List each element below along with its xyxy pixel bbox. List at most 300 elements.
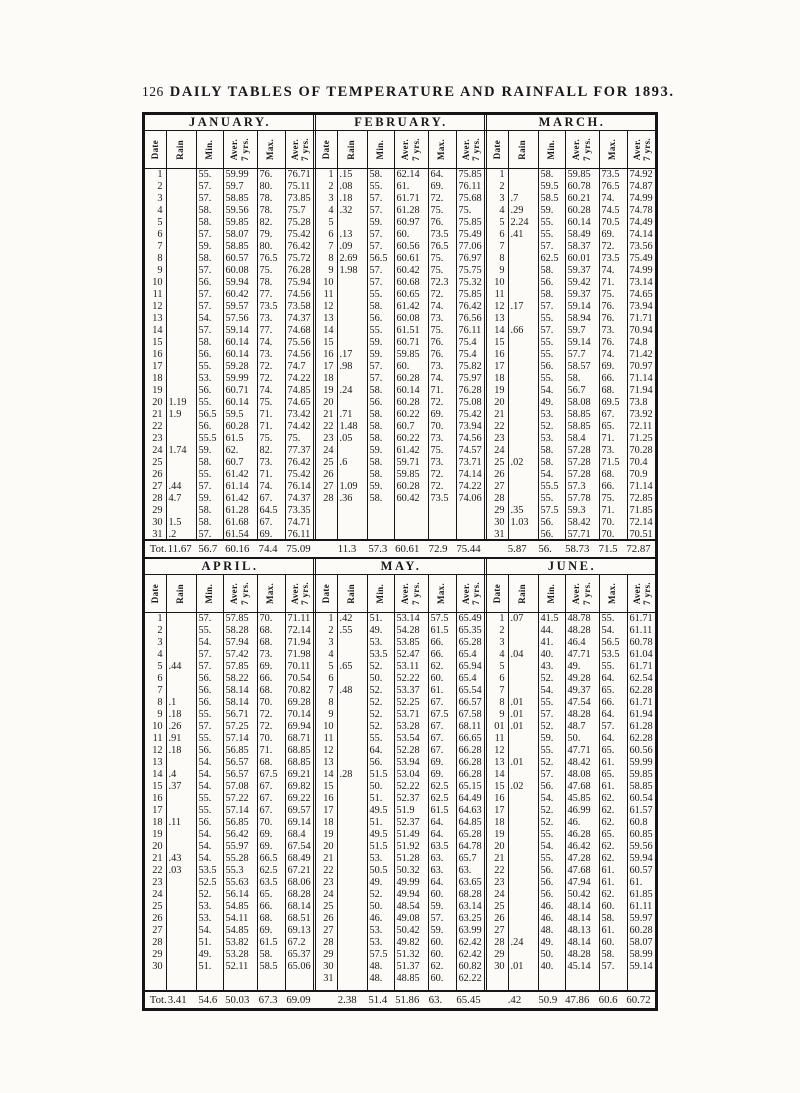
min-cell: 56. <box>196 745 223 757</box>
min-cell: 55.5 <box>538 481 565 493</box>
data-row <box>487 193 657 205</box>
months-row <box>145 115 655 539</box>
max-cell: 69. <box>257 841 285 853</box>
date-cell: 23 <box>152 877 163 888</box>
max-cell: 69. <box>257 925 285 937</box>
data-row <box>487 445 657 457</box>
max-cell: 72. <box>599 241 627 253</box>
aver-7yrs-cell: 50.32 <box>394 865 428 877</box>
date-cell: 28 <box>494 937 505 948</box>
aver-7yrs-cell: 46.28 <box>565 829 599 841</box>
rain-cell <box>508 889 538 901</box>
max-cell: 66. <box>428 637 456 649</box>
min-cell: 58. <box>367 493 394 505</box>
column-header-label: Aver. <box>400 582 411 605</box>
aver-7yrs-cell: 58.4 <box>565 433 599 445</box>
rain-cell <box>337 733 367 745</box>
min-cell: 58. <box>196 517 223 529</box>
column-header-label: Date <box>320 583 331 604</box>
max-cell: 72. <box>257 373 285 385</box>
aver-7yrs-cell: 73.94 <box>456 421 486 433</box>
column-header-label: Rain <box>175 139 186 160</box>
rain-cell <box>508 253 538 265</box>
date-cell: 31 <box>152 529 163 540</box>
max-cell: 82. <box>257 445 285 457</box>
column-header <box>367 131 394 169</box>
min-cell: 52. <box>367 889 394 901</box>
rain-cell <box>508 361 538 373</box>
aver-7yrs-cell: 71.25 <box>627 433 657 445</box>
aver-7yrs-cell: 61.71 <box>627 697 657 709</box>
max-cell: 61. <box>428 685 456 697</box>
max-cell: 65. <box>599 769 627 781</box>
max-cell: 73. <box>428 313 456 325</box>
aver-7yrs-cell: 67.54 <box>285 841 315 853</box>
column-header <box>394 575 428 613</box>
rain-cell <box>166 421 196 433</box>
rain-cell <box>337 673 367 685</box>
aver-7yrs-cell: 61.42 <box>223 469 257 481</box>
data-row <box>487 949 657 961</box>
rain-cell: .03 <box>166 865 196 877</box>
column-header-label: 7 yrs. <box>239 582 250 605</box>
max-cell: 74. <box>257 337 285 349</box>
rain-cell: .1 <box>166 697 196 709</box>
aver-7yrs-cell: 57.3 <box>565 481 599 493</box>
column-header-row <box>145 575 315 613</box>
column-header-label: 7 yrs. <box>299 582 310 605</box>
data-row <box>316 925 486 937</box>
aver-7yrs-cell: 64.63 <box>456 805 486 817</box>
aver-7yrs-cell: 60.22 <box>394 409 428 421</box>
aver-7yrs-cell: 74.71 <box>285 517 315 529</box>
date-cell: 20 <box>152 841 163 852</box>
date-cell: 12 <box>323 301 334 312</box>
date-cell: 8 <box>499 253 505 264</box>
max-cell: 71. <box>599 277 627 289</box>
aver-7yrs-cell: 60.56 <box>394 241 428 253</box>
aver-7yrs-cell: 46.42 <box>565 841 599 853</box>
month-title: JANUARY. <box>145 115 315 131</box>
min-cell: 49. <box>538 397 565 409</box>
min-cell: 56. <box>367 313 394 325</box>
aver-7yrs-cell: 61. <box>627 877 657 889</box>
min-cell: 58. <box>538 169 565 182</box>
max-cell: 73. <box>257 457 285 469</box>
column-header <box>196 575 223 613</box>
min-cell: 53. <box>538 409 565 421</box>
aver-7yrs-cell: 48.14 <box>565 913 599 925</box>
rain-cell <box>337 817 367 829</box>
aver-7yrs-cell: 59.14 <box>565 301 599 313</box>
aver-7yrs-cell: 46.99 <box>565 805 599 817</box>
aver-7yrs-cell: 48.28 <box>565 709 599 721</box>
rain-cell <box>508 733 538 745</box>
max-cell: 70. <box>599 529 627 541</box>
date-cell: 24 <box>323 445 334 456</box>
data-row <box>487 349 657 361</box>
date-cell: 7 <box>157 685 163 696</box>
rain-cell <box>337 853 367 865</box>
min-cell: 55. <box>367 181 394 193</box>
aver-7yrs-cell: 49.82 <box>394 937 428 949</box>
month-table <box>316 559 486 990</box>
aver-7yrs-cell: 74.7 <box>285 361 315 373</box>
month-table <box>316 115 486 539</box>
min-cell: 58. <box>196 505 223 517</box>
min-cell: 59. <box>196 241 223 253</box>
min-cell: 58.5 <box>538 193 565 205</box>
data-row <box>145 349 315 361</box>
month-rows <box>487 613 657 991</box>
date-cell: 29 <box>152 949 163 960</box>
max-cell: 61. <box>599 865 627 877</box>
aver-7yrs-cell: 73.56 <box>627 241 657 253</box>
aver-7yrs-cell: 69.57 <box>285 805 315 817</box>
column-header-label: 7 yrs. <box>581 582 592 605</box>
rain-cell <box>166 337 196 349</box>
date-cell: 22 <box>323 421 334 432</box>
max-cell: 63.5 <box>428 841 456 853</box>
max-cell: 58. <box>599 949 627 961</box>
data-row <box>487 805 657 817</box>
min-cell: 56. <box>538 889 565 901</box>
column-header <box>508 575 538 613</box>
date-cell: 2 <box>499 181 505 192</box>
aver-7yrs-cell: 61.71 <box>627 661 657 673</box>
aver-7yrs-cell: 61.11 <box>627 625 657 637</box>
aver-7yrs-cell: 57.14 <box>223 805 257 817</box>
aver-7yrs-cell: 59.85 <box>627 769 657 781</box>
column-header <box>257 131 285 169</box>
min-cell: 57. <box>196 481 223 493</box>
rain-cell <box>166 277 196 289</box>
rain-cell <box>166 169 196 182</box>
date-cell: 13 <box>323 313 334 324</box>
data-row <box>487 769 657 781</box>
aver-7yrs-cell: 58.07 <box>627 937 657 949</box>
max-cell: 76.5 <box>599 181 627 193</box>
aver-7yrs-cell: 65.35 <box>456 625 486 637</box>
column-header-label: Min. <box>203 139 214 160</box>
min-cell: 44. <box>538 625 565 637</box>
max-cell: 71. <box>257 469 285 481</box>
max-cell: 62.5 <box>428 781 456 793</box>
column-header-label: Max. <box>265 583 276 604</box>
max-cell: 60. <box>599 937 627 949</box>
data-row <box>316 433 486 445</box>
max-cell: 73.5 <box>428 493 456 505</box>
max-cell: 67. <box>428 733 456 745</box>
aver-7yrs-cell: 57.14 <box>223 733 257 745</box>
aver-7yrs-cell: 58.28 <box>223 625 257 637</box>
column-header-label: Date <box>149 583 160 604</box>
month-table <box>145 115 315 541</box>
column-header-label: Aver. <box>631 138 642 161</box>
max-cell: 73. <box>257 349 285 361</box>
aver-7yrs-cell: 75.4 <box>456 337 486 349</box>
month-column <box>313 559 484 990</box>
min-cell: 57. <box>196 265 223 277</box>
aver-7yrs-cell: 59.94 <box>627 853 657 865</box>
rain-cell <box>166 925 196 937</box>
date-cell: 18 <box>323 373 334 384</box>
date-cell: 13 <box>323 757 334 768</box>
min-cell: 56. <box>538 877 565 889</box>
date-cell: 16 <box>152 793 163 804</box>
column-header-label: Date <box>149 139 160 160</box>
max-cell: 74.5 <box>599 205 627 217</box>
data-row <box>316 169 486 182</box>
data-row <box>487 937 657 949</box>
aver-7yrs-cell: 61.5 <box>223 433 257 445</box>
aver-7yrs-cell: 74.56 <box>456 433 486 445</box>
aver-7yrs-cell: 70.14 <box>285 709 315 721</box>
max-cell: 75. <box>428 253 456 265</box>
month-column <box>484 115 655 539</box>
max-cell: 75. <box>428 205 456 217</box>
date-cell: 21 <box>152 853 163 864</box>
aver-7yrs-cell: 69.22 <box>285 793 315 805</box>
aver-7yrs-cell: 53.54 <box>394 733 428 745</box>
rain-cell <box>508 313 538 325</box>
min-cell: 50.5 <box>367 865 394 877</box>
min-cell: 56. <box>196 685 223 697</box>
max-cell: 65. <box>599 685 627 697</box>
max-cell: 69. <box>428 757 456 769</box>
data-row <box>145 253 315 265</box>
max-cell: 63. <box>428 865 456 877</box>
aver-7yrs-cell: 45.14 <box>565 961 599 973</box>
min-cell: 56. <box>196 817 223 829</box>
data-row <box>316 637 486 649</box>
aver-7yrs-cell: 65.54 <box>456 685 486 697</box>
aver-7yrs-cell: 75.7 <box>285 205 315 217</box>
date-cell: 19 <box>152 829 163 840</box>
data-row <box>487 673 657 685</box>
max-cell: 74. <box>599 193 627 205</box>
rain-cell <box>508 373 538 385</box>
aver-7yrs-cell: 71.98 <box>285 649 315 661</box>
column-header <box>599 131 627 169</box>
column-header <box>428 131 456 169</box>
aver-7yrs-cell: 49.37 <box>565 685 599 697</box>
rain-cell: .48 <box>337 685 367 697</box>
aver-7yrs-cell: 58.99 <box>627 949 657 961</box>
date-cell: 9 <box>157 709 163 720</box>
rain-cell <box>508 265 538 277</box>
aver-7yrs-cell: 47.94 <box>565 877 599 889</box>
max-cell: 60. <box>428 973 456 985</box>
max-cell: 76. <box>428 349 456 361</box>
aver-7yrs-cell: 75. <box>285 433 315 445</box>
aver-7yrs-cell: 60.71 <box>223 385 257 397</box>
aver-7yrs-cell: 60.14 <box>223 397 257 409</box>
rain-cell <box>166 937 196 949</box>
aver-7yrs-cell: 68.11 <box>456 721 486 733</box>
totals-value: 5.87 <box>507 543 527 555</box>
min-cell: 56. <box>367 397 394 409</box>
column-header <box>565 131 599 169</box>
min-cell: 46. <box>367 913 394 925</box>
aver-7yrs-cell: 48.7 <box>565 721 599 733</box>
totals-value: 65.45 <box>456 994 481 1006</box>
data-row <box>487 757 657 769</box>
data-row <box>145 805 315 817</box>
min-cell: 57. <box>367 277 394 289</box>
max-cell: 72. <box>428 481 456 493</box>
date-cell: 11 <box>152 733 163 744</box>
month-totals <box>145 994 315 1006</box>
rain-cell <box>166 673 196 685</box>
aver-7yrs-cell: 74.99 <box>627 265 657 277</box>
min-cell: 41. <box>538 637 565 649</box>
column-header <box>538 575 565 613</box>
aver-7yrs-cell: 58.49 <box>565 229 599 241</box>
totals-value: 60.16 <box>225 543 250 555</box>
data-row <box>487 865 657 877</box>
max-cell: 67. <box>428 745 456 757</box>
data-row <box>145 625 315 637</box>
aver-7yrs-cell: 61.14 <box>223 481 257 493</box>
date-cell: 31 <box>494 529 505 540</box>
date-cell: 24 <box>152 889 163 900</box>
rain-cell <box>166 265 196 277</box>
column-header <box>166 575 196 613</box>
aver-7yrs-cell: 75. <box>456 205 486 217</box>
aver-7yrs-cell: 73.94 <box>627 301 657 313</box>
aver-7yrs-cell: 51.92 <box>394 841 428 853</box>
min-cell: 57. <box>367 361 394 373</box>
max-cell: 71. <box>257 409 285 421</box>
totals-label: Tot. <box>149 994 167 1006</box>
date-cell: 19 <box>323 829 334 840</box>
date-cell: 8 <box>157 697 163 708</box>
data-row <box>487 925 657 937</box>
max-cell: 70. <box>599 517 627 529</box>
min-cell: 58. <box>538 265 565 277</box>
date-cell: 26 <box>152 469 163 480</box>
month-column <box>145 115 313 539</box>
max-cell: 57. <box>599 961 627 973</box>
month-totals <box>485 994 655 1006</box>
aver-7yrs-cell: 56.57 <box>223 769 257 781</box>
min-cell: 54. <box>538 469 565 481</box>
rain-cell <box>166 361 196 373</box>
column-header-label: Min. <box>374 139 385 160</box>
rain-cell: 4.7 <box>166 493 196 505</box>
rain-cell <box>508 637 538 649</box>
min-cell: 52. <box>538 721 565 733</box>
data-row <box>145 433 315 445</box>
min-cell: 56. <box>538 361 565 373</box>
column-header <box>456 575 486 613</box>
rain-cell: .35 <box>508 505 538 517</box>
aver-7yrs-cell: 47.54 <box>565 697 599 709</box>
aver-7yrs-cell: 51.28 <box>394 853 428 865</box>
min-cell: 53. <box>367 925 394 937</box>
rain-cell: .09 <box>337 241 367 253</box>
column-header-row <box>316 575 486 613</box>
min-cell: 55. <box>196 361 223 373</box>
totals-value: 56.7 <box>198 543 218 555</box>
min-cell: 53. <box>367 637 394 649</box>
min-cell: 57. <box>196 661 223 673</box>
max-cell: 70. <box>428 421 456 433</box>
column-header <box>428 575 456 613</box>
min-cell: 59. <box>196 493 223 505</box>
min-cell: 49. <box>196 949 223 961</box>
date-cell: 20 <box>323 397 334 408</box>
data-row <box>316 325 486 337</box>
rain-cell: .98 <box>337 361 367 373</box>
aver-7yrs-cell: 60.28 <box>223 421 257 433</box>
date-cell: 7 <box>499 685 505 696</box>
min-cell: 54. <box>538 385 565 397</box>
column-header-label: Aver. <box>400 138 411 161</box>
data-row <box>487 529 657 541</box>
data-row <box>316 865 486 877</box>
date-cell: 2 <box>499 625 505 636</box>
min-cell: 57. <box>538 325 565 337</box>
min-cell: 59. <box>367 445 394 457</box>
aver-7yrs-cell: 74.14 <box>456 469 486 481</box>
max-cell: 71. <box>599 505 627 517</box>
aver-7yrs-cell: 60.68 <box>394 277 428 289</box>
aver-7yrs-cell: 70.97 <box>627 361 657 373</box>
data-row <box>145 949 315 961</box>
date-cell: 24 <box>152 445 163 456</box>
data-row <box>145 301 315 313</box>
data-row <box>487 361 657 373</box>
min-cell: 52. <box>538 421 565 433</box>
aver-7yrs-cell: 60.14 <box>223 337 257 349</box>
min-cell: 58. <box>196 253 223 265</box>
rain-cell: .17 <box>337 349 367 361</box>
rain-cell <box>337 973 367 985</box>
max-cell: 74. <box>257 481 285 493</box>
date-cell: 2 <box>328 625 334 636</box>
column-header-label: Max. <box>607 139 618 160</box>
data-row <box>145 745 315 757</box>
aver-7yrs-cell: 69.21 <box>285 769 315 781</box>
date-cell: 21 <box>323 409 334 420</box>
aver-7yrs-cell: 70.28 <box>627 445 657 457</box>
aver-7yrs-cell: 74.56 <box>285 289 315 301</box>
data-row <box>487 481 657 493</box>
min-cell: 57. <box>367 193 394 205</box>
aver-7yrs-cell: 52.22 <box>394 673 428 685</box>
rain-cell <box>337 877 367 889</box>
aver-7yrs-cell: 54.85 <box>223 901 257 913</box>
aver-7yrs-cell: 71.42 <box>627 349 657 361</box>
aver-7yrs-cell: 59.14 <box>627 961 657 973</box>
date-cell: 3 <box>157 193 163 204</box>
data-row <box>316 397 486 409</box>
data-row <box>316 289 486 301</box>
min-cell: 52. <box>538 757 565 769</box>
aver-7yrs-cell: 59.85 <box>223 217 257 229</box>
data-row <box>316 697 486 709</box>
date-cell: 1 <box>328 613 334 624</box>
date-cell: 27 <box>152 481 163 492</box>
column-header-label: Aver. <box>289 582 300 605</box>
min-cell: 58. <box>367 457 394 469</box>
data-row <box>145 709 315 721</box>
max-cell: 70. <box>257 613 285 626</box>
aver-7yrs-cell: 74.06 <box>456 493 486 505</box>
page-number: 126 <box>142 84 164 99</box>
